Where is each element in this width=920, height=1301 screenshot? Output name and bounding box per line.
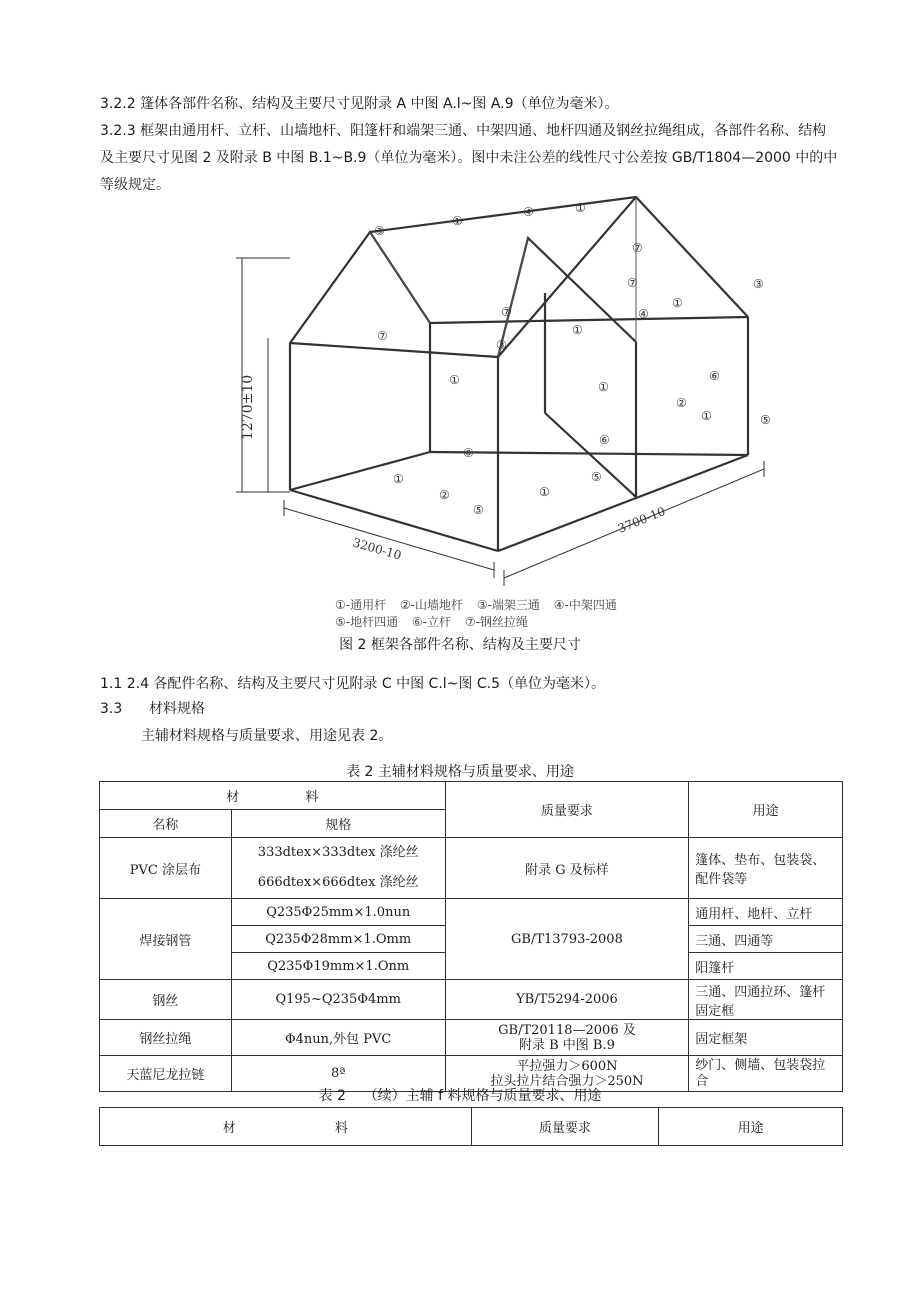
cell-use: 三通、四通拉环、篷杆固定框	[689, 980, 843, 1020]
cell-spec: Φ4nun,外包 PVC	[231, 1020, 445, 1056]
dim-length-label: 3700-10	[615, 504, 668, 536]
marker-4: ④	[638, 307, 649, 321]
cell-name: 焊接钢管	[100, 899, 232, 980]
header-name: 名称	[100, 810, 232, 838]
table2-cont-title: 表 2 （续）主辅 f 料规格与质量要求、用途	[318, 1088, 602, 1104]
table-row	[100, 838, 843, 899]
cell-quality-line: 附录 B 中图 B.9	[518, 1037, 615, 1053]
cell-use: 纱门、侧墙、包装袋拉合	[689, 1056, 843, 1092]
left-eave-rod	[290, 343, 498, 357]
section-3-3-heading: 3.3 材料规格	[100, 701, 205, 717]
marker-5: ⑤	[591, 470, 602, 484]
cell-use: 通用杆、地杆、立杆	[689, 899, 843, 926]
marker-1: ①	[572, 323, 583, 337]
frame-diagram	[220, 190, 780, 590]
para-3-2-3: 3.2.3 框架由通用杆、立杆、山墙地杆、阳篷杆和端架三通、中架四通、地杆四通及钢丝拉绳组成，各部件名称、结构及主要尺寸见图 2 及附录 B 中图 B.1~B.9（单位为毫米）。图中未注公差的线性尺寸公差按 GB/T1804—2000 中的中等级规定。	[100, 123, 838, 193]
cell-quality: YB/T5294-2006	[445, 980, 689, 1020]
legend-item: ③-端架三通	[476, 598, 540, 612]
marker-7: ⑦	[627, 276, 638, 290]
cell-spec-line: 666dtex×666dtex 涤纶丝	[257, 875, 419, 890]
para-3-2-2: 3.2.2 篷体各部件名称、结构及主要尺寸见附录 A 中图 A.l~图 A.9（单位为毫米）。	[100, 96, 619, 112]
figure-caption: 图 2 框架各部件名称、结构及主要尺寸	[339, 637, 581, 653]
cell-use: 阳篷杆	[689, 953, 843, 980]
table-row	[100, 980, 843, 1020]
cell-name: PVC 涂层布	[100, 838, 232, 899]
marker-6: ⑥	[463, 446, 474, 460]
cell-quality: 附录 G 及标样	[445, 838, 689, 899]
front-gable	[498, 197, 748, 357]
legend-item: ⑦-钢丝拉绳	[464, 615, 528, 629]
header-use: 用途	[689, 782, 843, 838]
cell-name: 钢丝	[100, 980, 232, 1020]
right-eave-rod	[430, 317, 748, 323]
ridge-rod	[370, 197, 636, 232]
materials-table-continued	[99, 1107, 843, 1146]
cell-spec: Q195~Q235Φ4mm	[231, 980, 445, 1020]
marker-6: ⑥	[599, 433, 610, 447]
marker-1: ①	[452, 214, 463, 228]
figure-legend	[335, 597, 665, 631]
cell-use: 三通、四通等	[689, 926, 843, 953]
marker-7: ⑦	[501, 305, 512, 319]
table-row	[100, 899, 843, 926]
marker-3: ③	[753, 277, 764, 291]
table2-title: 表 2 主辅材料规格与质量要求、用途	[346, 764, 574, 780]
marker-1: ①	[701, 409, 712, 423]
cell-use: 固定框架	[689, 1020, 843, 1056]
marker-3: ③	[374, 224, 385, 238]
cell-spec-line: 333dtex×333dtex 涤纶丝	[257, 845, 419, 860]
cell-spec	[231, 838, 445, 899]
mid-ground-rod	[545, 413, 636, 497]
header-material: 材 料	[100, 1108, 472, 1146]
legend-item: ①-通用杆	[335, 598, 387, 612]
middle-gable	[498, 238, 636, 357]
section-3-3-body: 主辅材料规格与质量要求、用途见表 2。	[141, 728, 393, 744]
cell-spec: Q235Φ19mm×1.Onm	[231, 953, 445, 980]
frame-structure	[290, 197, 748, 551]
cell-spec: Q235Φ28mm×1.Omm	[231, 926, 445, 953]
legend-item: ⑤-地杆四通	[335, 615, 399, 629]
cell-name: 钢丝拉绳	[100, 1020, 232, 1056]
cell-quality-line: 拉头拉片结合强力＞250N	[490, 1073, 644, 1089]
para-1-1-2-4: 1.1 2.4 各配件名称、结构及主要尺寸见附录 C 中图 C.l~图 C.5（单位为毫米）。	[100, 676, 605, 692]
cell-quality	[445, 1020, 689, 1056]
marker-2: ②	[439, 488, 450, 502]
cell-quality-line: 平拉强力＞600N	[516, 1058, 618, 1074]
header-spec: 规格	[231, 810, 445, 838]
legend-item: ⑥-立杆	[411, 615, 452, 629]
marker-7: ⑦	[377, 329, 388, 343]
marker-5: ⑤	[760, 413, 771, 427]
cell-spec: 8ª	[231, 1056, 445, 1092]
header-use: 用途	[659, 1108, 843, 1146]
cell-quality-line: GB/T20118—2006 及	[498, 1022, 636, 1038]
front-ground-rod	[498, 455, 748, 551]
dim-height-label: 1270±10	[240, 374, 256, 440]
left-ground-rod	[290, 490, 498, 551]
marker-5: ⑤	[473, 503, 484, 517]
dim-width-label: 3200-10	[351, 535, 403, 563]
cell-use: 篷体、垫布、包装袋、配件袋等	[689, 838, 843, 899]
marker-1: ①	[539, 485, 550, 499]
marker-6: ⑥	[709, 369, 720, 383]
header-quality: 质量要求	[471, 1108, 659, 1146]
cell-name: 天蓝尼龙拉链	[100, 1056, 232, 1092]
legend-item: ④-中架四通	[553, 598, 617, 612]
marker-2: ②	[676, 396, 687, 410]
marker-1: ①	[393, 472, 404, 486]
marker-1: ①	[575, 201, 586, 215]
cell-spec: Q235Φ25mm×1.0nun	[231, 899, 445, 926]
marker-4: ④	[523, 205, 534, 219]
materials-table	[99, 781, 843, 1092]
back-ground-rod	[290, 452, 430, 490]
marker-1: ①	[449, 373, 460, 387]
marker-1: ①	[672, 296, 683, 310]
marker-1: ①	[598, 380, 609, 394]
back-gable	[290, 232, 430, 343]
legend-item: ②-山墙地杆	[399, 598, 464, 612]
marker-7: ⑦	[632, 241, 643, 255]
header-quality: 质量要求	[445, 782, 689, 838]
cell-quality: GB/T13793-2008	[445, 899, 689, 980]
header-material: 材 料	[100, 782, 446, 810]
table-row	[100, 1020, 843, 1056]
marker-3: ③	[496, 338, 507, 352]
